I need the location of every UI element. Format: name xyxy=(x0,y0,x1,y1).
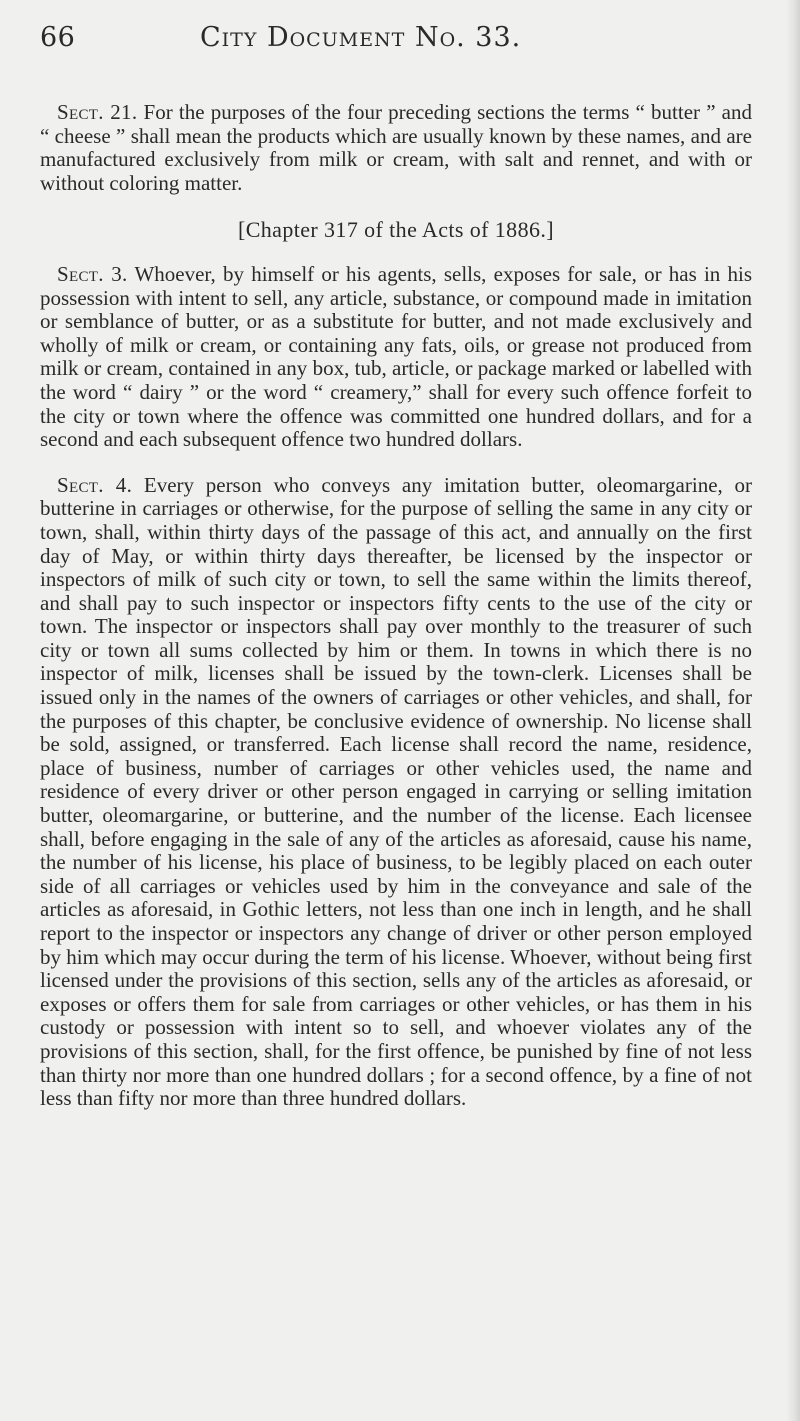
page-header xyxy=(40,22,760,62)
body-text xyxy=(40,101,752,1111)
section-21-label: Sect. 21. xyxy=(57,100,138,124)
page-edge-shadow xyxy=(786,0,800,1421)
section-21-paragraph xyxy=(40,101,752,195)
page-number: 66 xyxy=(40,22,76,53)
chapter-heading: [Chapter 317 of the Acts of 1886.] xyxy=(237,217,555,243)
section-3-paragraph xyxy=(40,263,752,452)
section-4-label: Sect. 4. xyxy=(57,472,133,497)
section-4-text: Every person who conveys any imitation butter, oleomargarine, or butterine in carriages or otherwise, for the purpose of selling the same in any city or town, shall, within thirty days of the passage of this act, and annually on the first day of May, or within thirty days thereafter, be licensed by the inspector or inspectors of milk of such city or town, to sell the same within the limits thereof, and shall pay to such inspector or inspectors fifty cents to the use of the city or town. The inspector or inspectors shall pay over monthly to the treasurer of such city or town all sums collected by him or them. In towns in which there is no inspector of milk, licenses shall be issued by the town-clerk. Licenses shall be issued only in the names of the owners of carriages or other vehicles, and shall, for the purposes of this chapter, be conclusive evidence of ownership. No license shall be sold, assigned, or transferred. Each license shall record the name, residence, place of business, number of carriages or other vehicles used, the name and residence of every driver or other person engaged in carrying or selling imitation butter, oleomargarine, or butterine, and the number of the license. Each licensee shall, before engaging in the sale of any of the articles as aforesaid, cause his name, the number of his license, his place of business, to be legibly placed on each outer side of all carriages or vehicles used by him in the conveyance and sale of the articles as aforesaid, in Gothic letters, not less than one inch in length, and he shall report to the inspector or inspectors any change of driver or other person employed by him which may occur during the term of his license. Whoever, without being first licensed under the provisions of this section, sells any of the articles as aforesaid, or exposes or offers them for sale from carriages or other vehicles, or has them in his custody or possession with intent so to sell, and whoever violates any of the provisions of this section, shall, for the first offence, be punished by fine of not less than thirty nor more than one hundred dollars ; for a second offence, by a fine of not less than fifty nor more than three hundred dollars. xyxy=(40,472,752,1111)
section-4-paragraph xyxy=(40,474,752,1111)
section-3-label: Sect. 3. xyxy=(57,261,128,286)
section-21-text: For the purposes of the four preceding sections the terms “ butter ” and “ cheese ” shall mean the products which are usually known by these names, and are manufactured exclusively from milk or cream, with salt and rennet, and with or without coloring matter. xyxy=(40,100,752,195)
running-head: City Document No. 33. xyxy=(200,22,522,53)
section-3-text: Whoever, by himself or his agents, sells, exposes for sale, or has in his possession with intent to sell, any article, substance, or compound made in imitation or semblance of butter, or as a substitute for butter, and not made exclusively and wholly of milk or cream, or containing any fats, oils, or grease not produced from milk or cream, contained in any box, tub, article, or package marked or labelled with the word “ dairy ” or the word “ creamery,” shall for every such offence forfeit to the city or town where the offence was committed one hundred dollars, and for a second and each subsequent offence two hundred dollars. xyxy=(40,261,752,452)
